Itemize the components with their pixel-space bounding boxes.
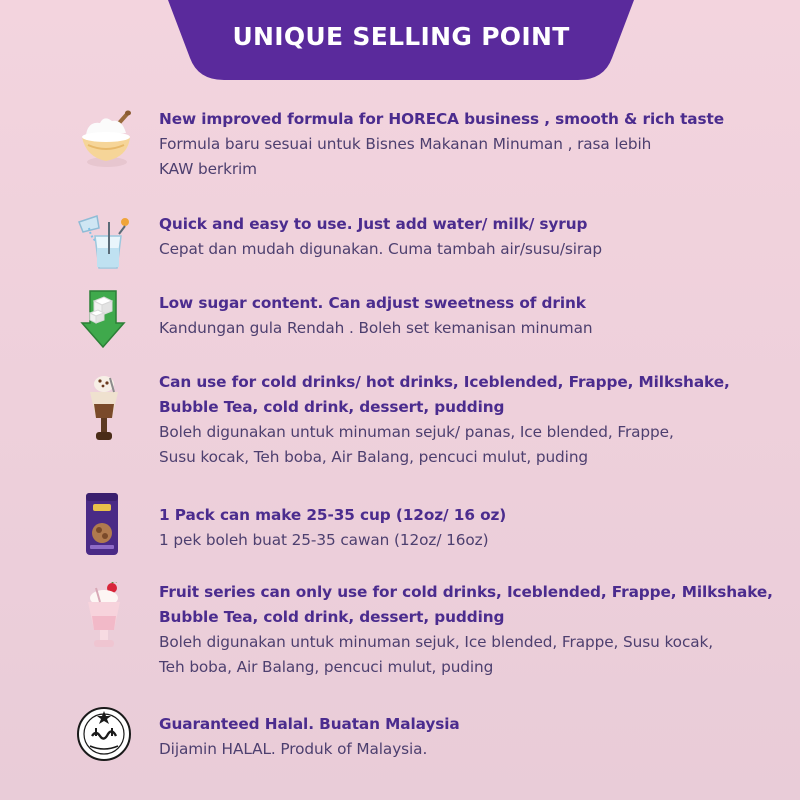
item-description: KAW berkrim (159, 160, 257, 178)
item-description: Formula baru sesuai untuk Bisnes Makanan Minuman , rasa lebih (159, 135, 652, 153)
item-title: Low sugar content. Can adjust sweetness of drink (159, 294, 586, 312)
item-title: Fruit series can only use for cold drinks, Iceblended, Frappe, Milkshake, (159, 583, 773, 601)
milkshake-icon (84, 374, 124, 448)
item-title: New improved formula for HORECA business , smooth & rich taste (159, 110, 725, 128)
item-description: Boleh digunakan untuk minuman sejuk/ panas, Ice blended, Frappe, (159, 423, 674, 441)
item-title: 1 Pack can make 25-35 cup (12oz/ 16 oz) (159, 506, 507, 524)
item-title: Bubble Tea, cold drink, dessert, pudding (159, 398, 505, 416)
header-banner (168, 0, 634, 80)
item-title: Bubble Tea, cold drink, dessert, pudding (159, 608, 505, 626)
page-title: UNIQUE SELLING POINT (232, 22, 570, 51)
item-description: Boleh digunakan untuk minuman sejuk, Ice blended, Frappe, Susu kocak, (159, 633, 714, 651)
fruit-milkshake-icon (82, 582, 126, 654)
item-title: Can use for cold drinks/ hot drinks, Iceblended, Frappe, Milkshake, (159, 373, 730, 391)
product-pack-icon (84, 491, 120, 561)
halal-seal-icon (76, 706, 132, 766)
item-description: Dijamin HALAL. Produk of Malaysia. (159, 740, 428, 758)
bowl-powder-icon (78, 109, 136, 175)
low-sugar-icon (80, 289, 126, 353)
drink-mixing-icon (75, 212, 137, 276)
item-description: Cepat dan mudah digunakan. Cuma tambah air/susu/sirap (159, 240, 603, 258)
item-description: Susu kocak, Teh boba, Air Balang, pencuci mulut, puding (159, 448, 589, 466)
item-title: Guaranteed Halal. Buatan Malaysia (159, 715, 460, 733)
item-description: 1 pek boleh buat 25-35 cawan (12oz/ 16oz) (159, 531, 489, 549)
item-description: Teh boba, Air Balang, pencuci mulut, puding (159, 658, 494, 676)
item-title: Quick and easy to use. Just add water/ milk/ syrup (159, 215, 588, 233)
item-description: Kandungan gula Rendah . Boleh set kemanisan minuman (159, 319, 593, 337)
